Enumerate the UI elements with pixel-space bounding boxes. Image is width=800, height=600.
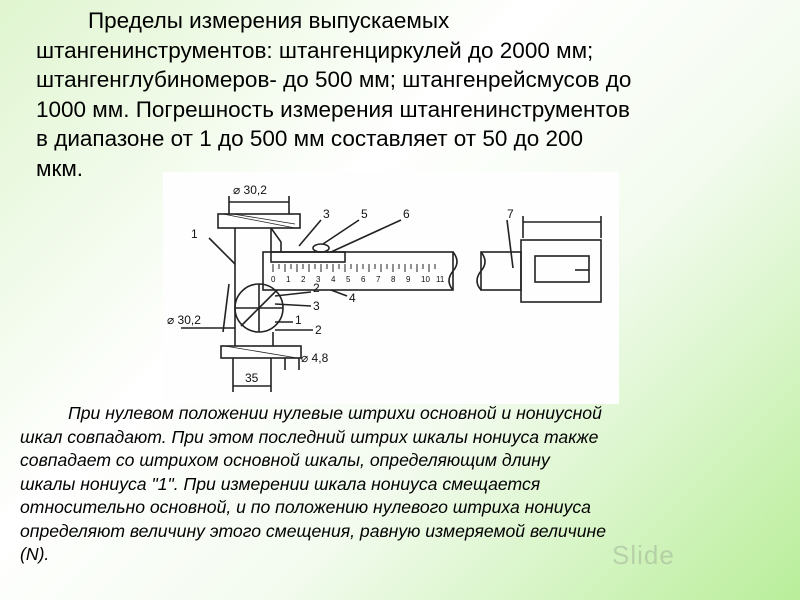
- explanation-line: (N).: [20, 544, 50, 564]
- intro-line: штангенинструментов: штангенциркулей до 2000 мм;: [36, 37, 594, 63]
- intro-line: штангенглубиномеров- до 500 мм; штангенрейсмусов до: [36, 67, 632, 92]
- callout-5: 5: [361, 207, 368, 221]
- callout-1b: 1: [295, 313, 302, 327]
- scale-number: 2: [301, 275, 306, 284]
- dim-top-label: ⌀ 30,2: [233, 183, 267, 197]
- callout-7: 7: [507, 207, 514, 221]
- scale-number: 10: [421, 275, 430, 284]
- scale-number: 1: [286, 275, 291, 284]
- callout-2b: 2: [315, 323, 322, 337]
- scale-number: 8: [391, 275, 396, 284]
- explanation-line: относительно основной, и по положению нулевого штриха нониуса: [20, 497, 591, 517]
- dim-small-label: ⌀ 4,8: [301, 351, 329, 365]
- scale-number: 3: [316, 275, 321, 284]
- scale-number: 11: [436, 275, 445, 284]
- scale-number: 7: [376, 275, 381, 284]
- scale-number: 5: [346, 275, 351, 284]
- main-bar: [263, 252, 453, 290]
- intro-paragraph: [36, 6, 776, 183]
- explanation-line: определяют величину этого смещения, равную измеряемой величине: [20, 520, 607, 541]
- intro-line: 1000 мм. Погрешность измерения штангенинструментов: [36, 96, 630, 122]
- callout-1: 1: [191, 227, 198, 241]
- explanation-line: шкалы нониуса "1". При измерении шкала нониуса смещается: [20, 473, 541, 494]
- dim-width-label: 35: [245, 371, 259, 385]
- explanation-line: При нулевом положении нулевые штрихи основной и нониусной: [68, 403, 602, 423]
- caliper-drawing: [163, 172, 619, 404]
- explanation-line: шкал совпадают. При этом последний штрих шкалы нониуса также: [20, 426, 599, 447]
- dim-left-label: ⌀ 30,2: [167, 313, 201, 327]
- callout-3b: 3: [313, 299, 320, 313]
- watermark: Slide: [612, 540, 675, 570]
- callout-6: 6: [403, 207, 410, 221]
- intro-line: Пределы измерения выпускаемых: [88, 8, 450, 33]
- scale-number: 4: [331, 275, 336, 284]
- scale-number: 9: [406, 275, 411, 284]
- scale-number: 6: [361, 275, 366, 284]
- callout-2: 2: [313, 281, 320, 295]
- caliper-svg: [163, 172, 619, 404]
- explanation-line: совпадает со штрихом основной шкалы, определяющим длину: [20, 450, 550, 470]
- scale-number: 0: [271, 275, 276, 284]
- callout-3: 3: [323, 207, 330, 221]
- callout-4: 4: [349, 291, 356, 305]
- intro-line: мкм.: [36, 155, 84, 181]
- intro-line: в диапазоне от 1 до 500 мм составляет от 50 до 200: [36, 126, 584, 151]
